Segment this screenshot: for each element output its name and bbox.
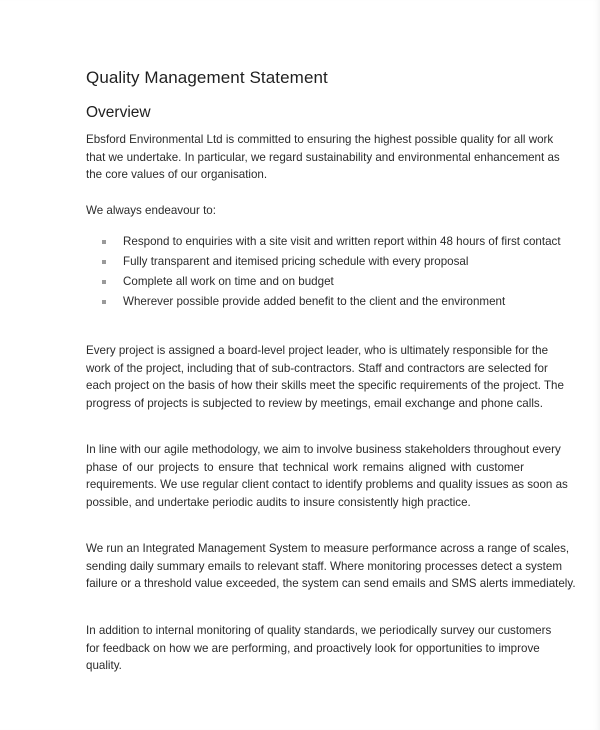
square-bullet-icon — [102, 260, 106, 264]
list-item-text: Wherever possible provide added benefit to the client and the environment — [123, 295, 506, 308]
paragraph-line: progress of projects is subjected to review by meetings, email exchange and phone calls. — [86, 396, 543, 410]
section-heading-overview: Overview — [86, 104, 151, 121]
paragraph-line: We run an Integrated Management System to measure performance across a range of scales, — [86, 542, 570, 555]
paragraph-line: sending daily summary emails to relevant staff. Where monitoring processes detect a system — [86, 559, 562, 573]
paragraph-agile — [86, 441, 568, 511]
paragraph-line: Ebsford Environmental Ltd is committed to ensuring the highest possible quality for all work — [86, 133, 554, 146]
square-bullet-icon — [102, 280, 106, 284]
paragraph-management-system — [86, 540, 576, 593]
paragraph-line: that we undertake. In particular, we regard sustainability and environmental enhancement as — [86, 150, 560, 164]
paragraph-line: quality. — [86, 659, 122, 673]
paragraph-line: In line with our agile methodology, we aim to involve business stakeholders throughout every — [86, 443, 561, 456]
paragraph-line: Every project is assigned a board-level project leader, who is ultimately responsible for the — [86, 344, 549, 357]
paragraph-line: possible, and undertake periodic audits to insure consistently high practice. — [86, 495, 471, 509]
square-bullet-icon — [102, 240, 106, 244]
endeavour-intro: We always endeavour to: — [86, 204, 216, 217]
square-bullet-icon — [102, 300, 106, 304]
list-item-text: Respond to enquiries with a site visit and written report within 48 hours of first contact — [123, 235, 561, 248]
list-item-text: Complete all work on time and on budget — [123, 275, 334, 288]
paragraph-line: requirements. We use regular client contact to identify problems and quality issues as soon as — [86, 478, 568, 492]
paragraph-customer-survey — [86, 622, 552, 675]
paragraph-line: work of the project, including that of sub-contractors. Staff and contractors are selected for — [86, 361, 548, 375]
paragraph-line: phase of our projects to ensure that technical work remains aligned with customer — [86, 460, 524, 474]
paragraph-line: In addition to internal monitoring of quality standards, we periodically survey our customers — [86, 624, 552, 637]
paragraph-line: the core values of our organisation. — [86, 168, 268, 182]
document-title: Quality Management Statement — [86, 68, 328, 87]
paragraph-line: each project on the basis of how their skills meet the specific requirements of the project. The — [86, 379, 564, 393]
list-item-text: Fully transparent and itemised pricing schedule with every proposal — [123, 255, 469, 268]
paragraph-line: for feedback on how we are performing, and proactively look for opportunities to improve — [86, 641, 540, 655]
paragraph-line: failure or a threshold value exceeded, the system can send emails and SMS alerts immediately. — [86, 577, 576, 591]
paragraph-project-leader — [86, 342, 564, 412]
paragraph-commitment — [86, 131, 560, 184]
